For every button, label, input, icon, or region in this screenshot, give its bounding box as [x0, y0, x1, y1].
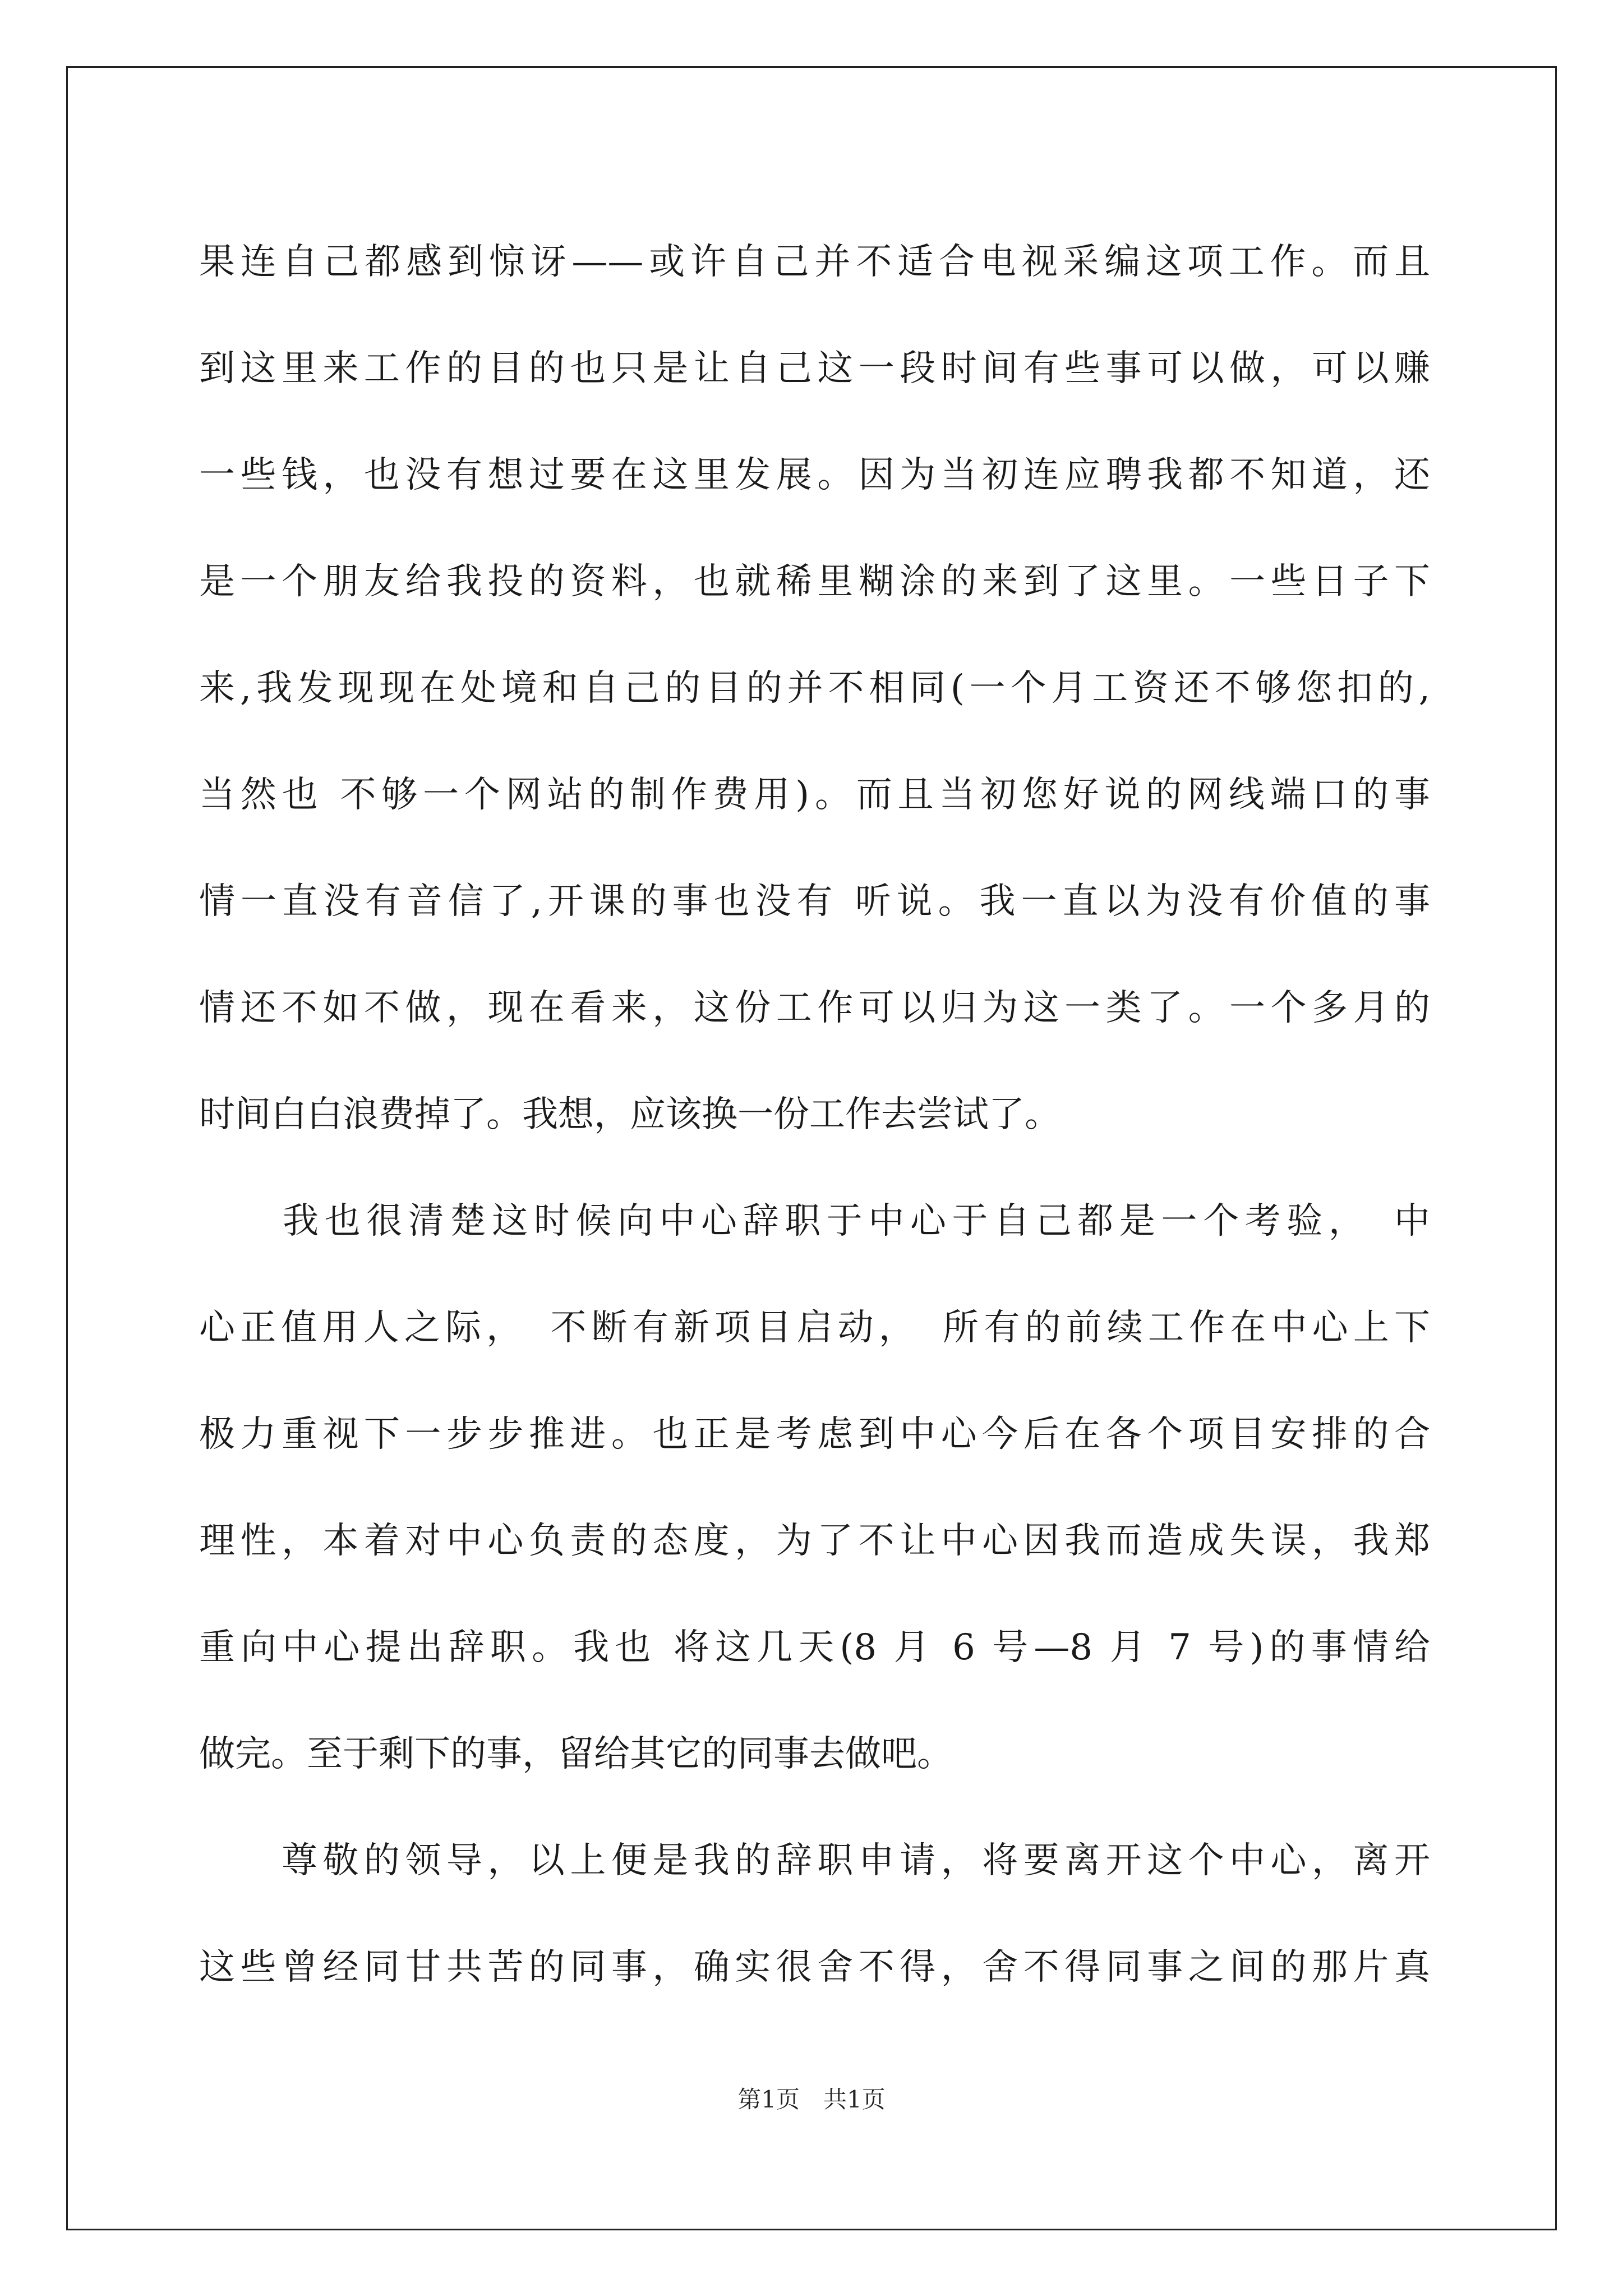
- text-line: 情一直没有音信了,开课的事也没有 听说。我一直以为没有价值的事: [199, 881, 1430, 922]
- document-body: [199, 209, 1430, 2021]
- text-line: 到这里来工作的目的也只是让自己这一段时间有些事可以做，可以赚: [199, 348, 1430, 389]
- text-line: 重向中心提出辞职。我也 将这几天(8 月 6 号—8 月 7 号)的事情给: [199, 1627, 1430, 1668]
- text-line: 一些钱，也没有想过要在这里发展。因为当初连应聘我都不知道，还: [199, 454, 1430, 496]
- text-line: 心正值用人之际， 不断有新项目启动， 所有的前续工作在中心上下: [199, 1307, 1430, 1349]
- text-line: 理性，本着对中心负责的态度，为了不让中心因我而造成失误，我郑: [199, 1520, 1430, 1562]
- paragraph: [199, 1168, 1430, 1807]
- text-line: 情还不如不做，现在看来，这份工作可以归为这一类了。一个多月的: [199, 987, 1430, 1029]
- text-line: 尊敬的领导，以上便是我的辞职申请，将要离开这个中心，离开: [199, 1840, 1430, 1881]
- text-line: 果连自己都感到惊讶——或许自己并不适合电视采编这项工作。而且: [199, 241, 1430, 283]
- text-line: 做完。至于剩下的事，留给其它的同事去做吧。: [199, 1733, 953, 1775]
- text-line: 这些曾经同甘共苦的同事，确实很舍不得，舍不得同事之间的那片真: [199, 1947, 1430, 1988]
- paragraph: [199, 209, 1430, 1168]
- text-line: 极力重视下一步步推进。也正是考虑到中心今后在各个项目安排的合: [199, 1414, 1430, 1455]
- text-line: 时间白白浪费掉了。我想，应该换一份工作去尝试了。: [199, 1094, 1061, 1135]
- text-line: 当然也 不够一个网站的制作费用)。而且当初您好说的网线端口的事: [199, 774, 1430, 816]
- paragraph: [199, 1807, 1430, 2021]
- text-line: 我也很清楚这时候向中心辞职于中心于自己都是一个考验， 中: [199, 1200, 1430, 1242]
- text-line: 是一个朋友给我投的资料，也就稀里糊涂的来到了这里。一些日子下: [199, 561, 1430, 602]
- page-number-footer: 第1页 共1页: [737, 2086, 886, 2113]
- text-line: 来,我发现现在处境和自己的目的并不相同(一个月工资还不够您扣的,: [199, 668, 1430, 709]
